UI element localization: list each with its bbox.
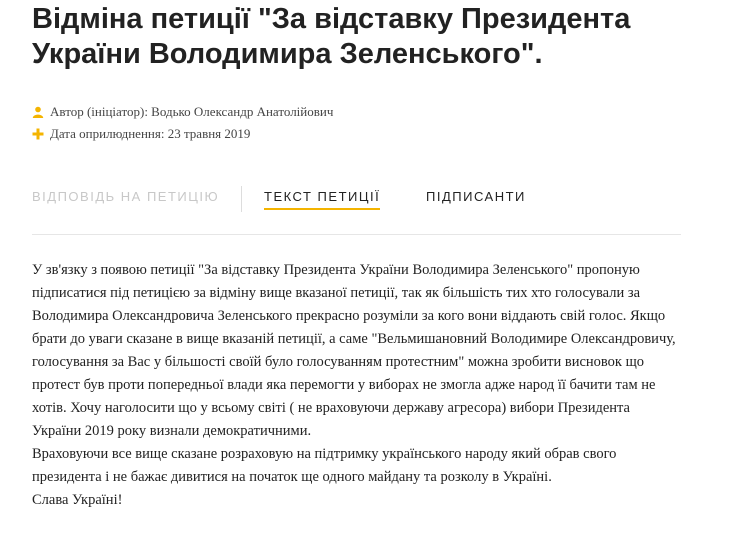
petition-body <box>32 259 682 512</box>
petition-date <box>32 126 250 142</box>
tab-signers[interactable]: ПІДПИСАНТИ <box>426 189 526 204</box>
body-paragraph: У зв'язку з появою петиції "За відставку Президента України Володимира Зеленського" пропоную підписатися під петицією за відміну вище вказаної петиції, так як більшість тих хто голосували за Володимира Олександровича Зеленського прекрасно розуміли за кого вони віддають свій голос. Якщо брати до уваги сказане в вище вказаній петиції, а саме "Вельмишановний Володимире Олександровичу, голосування за Вас у більшості своїй було голосуванням протестним" можна зробити висновок що протест був проти попередньої влади яка перемогти у виборах не змогла адже народ її бачити там не хотів. Хочу наголосити що у всьому світі ( не враховуючи державу агресора) вибори Президента України 2019 року визнали демократичними. <box>32 262 676 439</box>
body-paragraph: Враховуючи все вище сказане розраховую на підтримку українського народу який обрав свого президента і не бажає дивитися на початок ще одного майдану та розколу в Україні. <box>32 446 617 485</box>
plus-icon <box>32 128 44 140</box>
date-text: Дата оприлюднення: 23 травня 2019 <box>50 126 251 141</box>
author-text: Автор (ініціатор): Водько Олександр Анатолійович <box>50 104 334 119</box>
person-icon <box>32 106 44 118</box>
tab-answer[interactable]: ВІДПОВІДЬ НА ПЕТИЦІЮ <box>32 189 220 204</box>
petition-title: Відміна петиції "За відставку Президента України Володимира Зеленського". <box>32 3 631 70</box>
tab-petition-text[interactable]: ТЕКСТ ПЕТИЦІЇ <box>264 189 380 210</box>
petition-tabs <box>32 184 681 235</box>
petition-author <box>32 104 333 120</box>
body-paragraph: Слава Україні! <box>32 492 123 508</box>
tab-divider <box>241 186 242 212</box>
